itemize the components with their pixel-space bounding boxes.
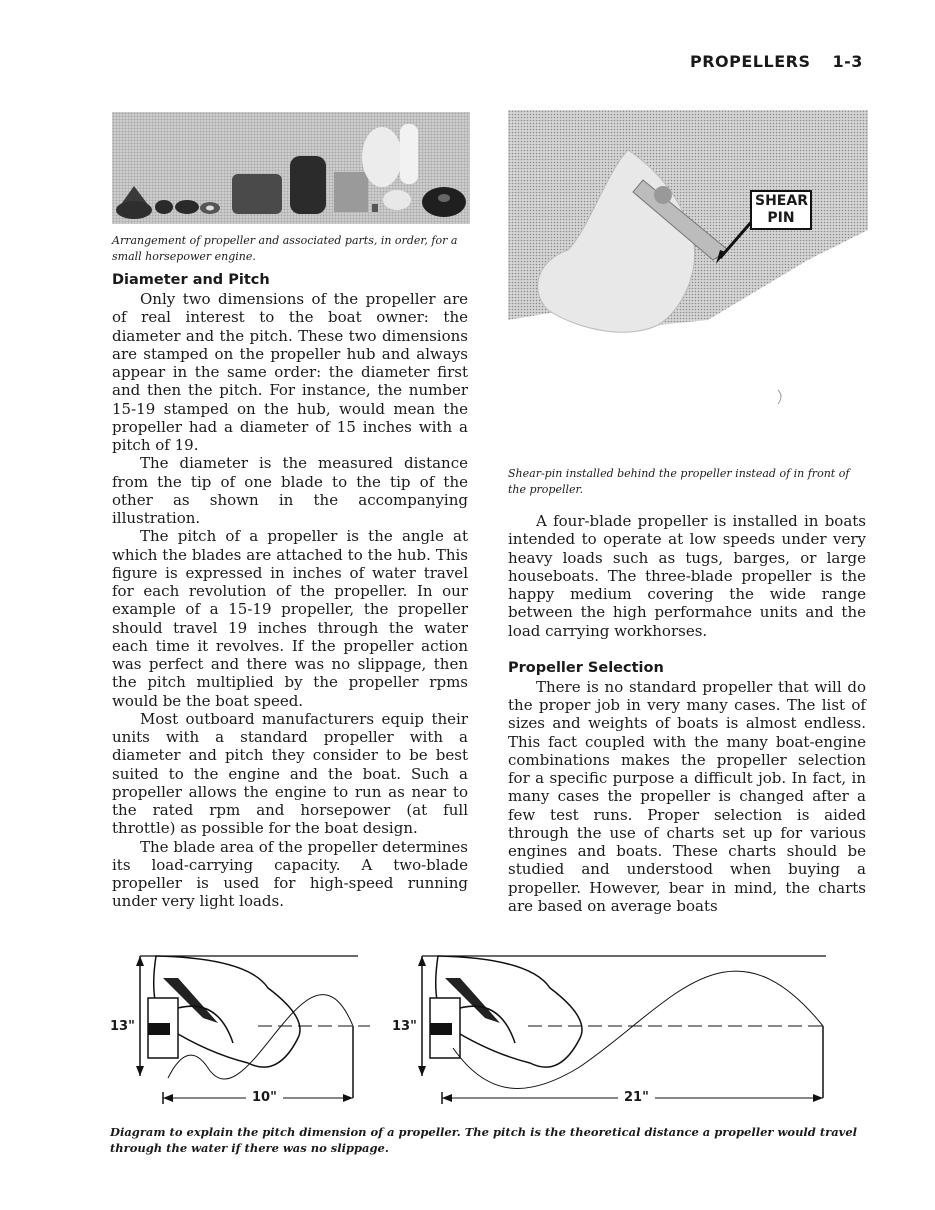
paragraph: A four-blade propeller is installed in boats intended to operate at low speeds under very heavy loads such as tugs, barges, or large houseboats. The three-blade propeller is the happy medium covering the wide range between the high performahce units and the load carrying workhorses. (508, 512, 866, 640)
propeller-selection-heading: Propeller Selection (508, 659, 664, 676)
right-pitch-label: 21" (618, 1090, 655, 1105)
shear-pin-caption: Shear-pin installed behind the propeller instead of in front of the propeller. (508, 467, 850, 496)
page-header (690, 52, 890, 78)
pitch-diagram-drawing (108, 948, 838, 1116)
shear-label-line2: PIN (767, 210, 795, 226)
right-diameter-label: 13" (392, 1019, 417, 1034)
paragraph: There is no standard propeller that will do the proper job in very many cases. The list of sizes and weights of boats is almost endless. This fact coupled with the many boat-engine combinations makes the propeller selection for a specific purpose a difficult job. In fact, in many cases the propeller is changed after a few test runs. Proper selection is aided through the use of charts set up for various engines and boats. These charts should be studied and understood when buying a propeller. However, bear in mind, the charts are based on average boats (508, 677, 866, 915)
diameter-pitch-heading: Diameter and Pitch (112, 272, 270, 288)
shear-label-line1: SHEAR (755, 193, 808, 209)
paragraph: The pitch of a propeller is the angle at which the blades are attached to the hub. This figure is expressed in inches of water travel for each revolution of the propeller. In our example of a 15-19 propeller, the propeller should travel 19 inches through the water each time it revolves. If the propeller action was perfect and there was no slippage, then the pitch multiplied by the propeller rpms would be the boat speed. (112, 527, 468, 710)
pitch-diagram-caption: Diagram to explain the pitch dimension of a propeller. The pitch is the theoretical distance a propeller would travel through the water if there was no slippage. (110, 1125, 858, 1155)
left-column (112, 270, 468, 911)
paragraph: Only two dimensions of the propeller are of real interest to the boat owner: the diameter and the pitch. These two dimensions are stamped on the propeller hub and always appear in the same order: the diameter first and then the pitch. For instance, the number 15-19 stamped on the hub, would mean the propeller had a diameter of 15 inches with a pitch of 19. (112, 290, 468, 454)
page-number: 1-3 (832, 52, 863, 71)
paragraph: The blade area of the propeller determines its load-carrying capacity. A two-blade propeller is used for high-speed running under very light loads. (112, 837, 468, 911)
shear-pin-label (750, 190, 812, 230)
left-pitch-label: 10" (246, 1090, 283, 1105)
parts-photo-caption: Arrangement of propeller and associated parts, in order, for a small horsepower engine. (112, 234, 458, 263)
shear-pin-illustration (508, 110, 868, 460)
shear-pin-photo (508, 110, 868, 460)
chapter-title: PROPELLERS (690, 52, 811, 71)
propeller-parts-photo (112, 112, 470, 224)
paragraph: Most outboard manufacturers equip their units with a standard propeller with a diameter and pitch they consider to be best suited to the engine and the boat. Such a propeller allows the engine to run as near to the rated rpm and horsepower (at full throttle) as possible for the boat design. (112, 709, 468, 838)
pitch-diagram (108, 948, 838, 1116)
left-diameter-label: 13" (110, 1019, 135, 1034)
paragraph: The diameter is the measured distance from the tip of one blade to the tip of the other as shown in the accompanying illustration. (112, 454, 468, 527)
propeller-parts-illustration (112, 112, 470, 224)
right-column (508, 512, 866, 915)
